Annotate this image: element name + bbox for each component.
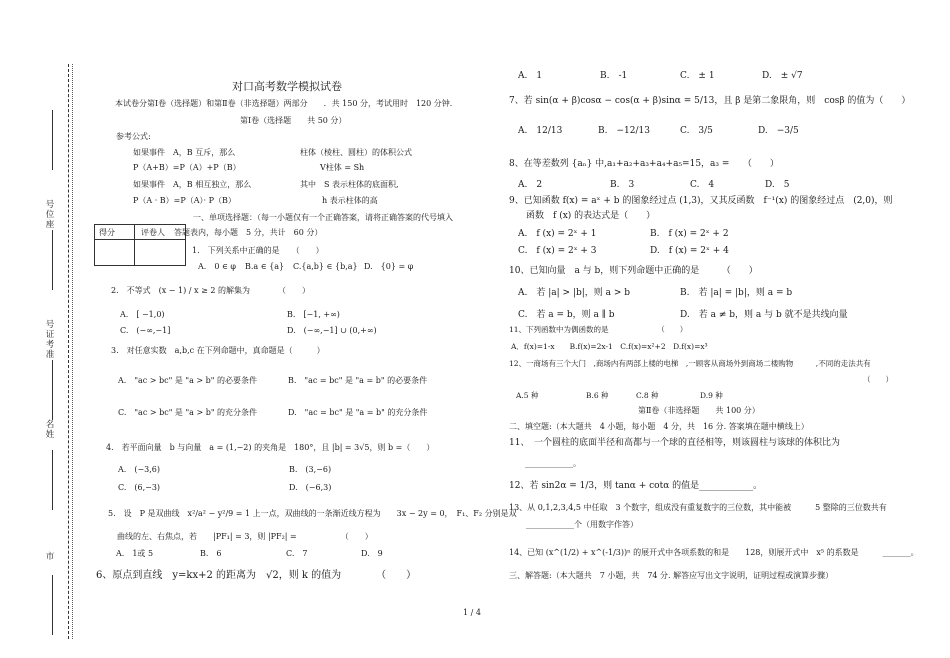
q3-option-a: A. "ac > bc" 是 "a > b" 的必要条件 <box>118 376 257 385</box>
q8-option-b: B. 3 <box>610 180 635 190</box>
q1-option-c: C.{a,b} ∈ {b,a} <box>293 262 358 271</box>
formula-right: V柱体 = Sh <box>320 163 365 172</box>
fill-question-11: 11、 一个圆柱的底面半径和高都与一个球的直径相等，则该圆柱与该球的体积比为 <box>509 438 840 448</box>
question-5: 5. 设 P 是双曲线 x²/a² − y²/9 = 1 上一点，双曲线的一条渐近线方程为 3x − 2y = 0， F₁、F₂ 分别是双 <box>108 509 517 518</box>
q4-option-a: A. (−3,6) <box>118 465 160 474</box>
question-7: 7、若 sin(α + β)cosα − cos(α + β)sinα = 5/13，且 β 是第二象限角，则 cosβ 的值为（ ） <box>509 96 911 106</box>
score-label: 得分 <box>99 228 115 237</box>
q6-option-c: C. ± 1 <box>680 71 715 81</box>
part2-heading: 第Ⅱ卷（非选择题 共 100 分） <box>638 406 760 415</box>
formula-right: 其中 S 表示柱体的底面积, <box>300 180 399 189</box>
question-5-line2: 曲线的左、右焦点，若 |PF₁| = 3，则 |PF₂| = （ ） <box>117 532 373 541</box>
intro-text: 本试卷分第Ⅰ卷（选择题）和第Ⅱ卷（非选择题）两部分 ．共 150 分，考试用时 120 分钟． <box>115 99 458 108</box>
q4-option-c: C. (6,−3) <box>118 483 161 492</box>
q4-option-b: B. (3,−6) <box>289 465 332 474</box>
q10-option-c: C. 若 a = b，则 a ∥ b <box>518 310 615 320</box>
fill-question-13: 13、从 0,1,2,3,4,5 中任取 3 个数字，组成没有重复数字的三位数，其中能被 5 整除的三位数共有 <box>509 503 887 512</box>
binding-label-name: 名姓 <box>45 420 55 440</box>
binding-tick <box>52 110 53 170</box>
q7-option-d: D. −3/5 <box>758 126 799 136</box>
question-8: 8、在等差数列 {aₙ} 中,a₁+a₂+a₃+a₄+a₅=15，a₃ = （ ） <box>509 159 779 169</box>
q7-option-a: A. 12/13 <box>518 126 563 136</box>
question-9: 9、已知函数 f(x) = aˣ + b 的图象经过点 (1,3)，又其反函数 f⁻¹(x) 的图象经过点 (2,0)，则 <box>509 196 893 206</box>
fill-question-12: 12、若 sin2α = 1/3，则 tanα + cotα 的值是____________。 <box>509 481 763 491</box>
q12-option-a: A.5 种 <box>516 391 539 400</box>
fill-heading: 二、填空题:（本大题共 4 小题，每小题 4 分，共 16 分. 答案填在题中横线上） <box>509 422 809 431</box>
binding-line <box>68 64 69 639</box>
q10-option-b: B. 若 |a| = |b|，则 a = b <box>680 288 793 298</box>
question-10: 10、已知向量 a 与 b，则下列命题中正确的是 （ ） <box>509 266 758 276</box>
fill-question-14: 14、已知 (x^(1/2) + x^(-1/3))ⁿ 的展开式中各项系数的和是 128，则展开式中 x⁵ 的系数是 _______。 <box>509 548 919 557</box>
formula-line: 如果事件 A，B 互斥，那么 <box>133 148 236 157</box>
q3-option-b: B. "ac = bc" 是 "a = b" 的必要条件 <box>288 376 428 385</box>
q6-option-a: A. 1 <box>518 71 543 81</box>
question-4: 4. 若平面向量 b 与向量 a = (1,−2) 的夹角是 180°，且 |b| = 3√5，则 b =（ ） <box>106 443 435 452</box>
q9-option-c: C. f (x) = 2ˣ + 3 <box>518 246 597 256</box>
q2-option-a: A. [ −1,0) <box>120 310 165 319</box>
binding-line-dotted <box>72 64 73 639</box>
question-2: 2. 不等式 (x − 1) / x ≥ 2 的解集为 （ ） <box>111 286 310 295</box>
page-title: 对口高考数学模拟试卷 <box>232 80 342 93</box>
fill-11-blank: ____________。 <box>525 459 581 468</box>
question-11: 11、下列函数中为偶函数的是 （ ） <box>509 325 688 334</box>
q4-option-d: D. (−6,3) <box>289 483 332 492</box>
formulas-title: 参考公式: <box>116 132 151 141</box>
section1-heading: 一、单项选择题：（每一小题仅有一个正确答案，请将正确答案的代号填入 <box>193 213 453 222</box>
question-12: 12、一商场有三个大门 ,商场内有两部上楼的电梯 ,一顾客从商场外到商场二楼购物 ,不同的走法共有 <box>509 359 871 368</box>
q9-option-b: B. f (x) = 2ˣ + 2 <box>650 229 729 239</box>
q7-option-c: C. 3/5 <box>680 126 713 136</box>
question-9-line2: 函数 f (x) 的表达式是（ ） <box>526 211 656 221</box>
binding-tick <box>52 230 53 290</box>
formula-right: h 表示柱体的高 <box>322 196 378 205</box>
q10-option-a: A. 若 |a| > |b|，则 a > b <box>518 288 630 298</box>
formula-line: P（A · B）=P（A）· P（B） <box>133 196 236 205</box>
q6-option-b: B. -1 <box>600 71 628 81</box>
fill-question-13-line2: ____________个（用数字作答） <box>526 520 638 529</box>
q5-option-c: C. 7 <box>286 549 308 558</box>
q9-option-d: D. f (x) = 2ˣ + 4 <box>650 246 729 256</box>
q11-options: A．f(x)=1-x B.f(x)=2x-1 C.f(x)=x²+2 D.f(x)=x³ <box>511 342 708 351</box>
binding-tick <box>52 450 53 510</box>
page-number: 1 / 4 <box>463 608 481 617</box>
q12-option-b: B.6 种 <box>586 391 609 400</box>
q3-option-d: D. "ac = bc" 是 "a = b" 的充分条件 <box>288 408 428 417</box>
formula-line: P（A+B）=P（A）+P（B） <box>133 163 241 172</box>
grader-label: 评卷人 <box>141 228 165 237</box>
solve-heading: 三、解答题:（本大题共 7 小题，共 74 分. 解答应写出文字说明，证明过程或演算步骤） <box>509 571 834 580</box>
q12-option-d: D.9 种 <box>700 391 723 400</box>
q1-option-d: D. {0} = φ <box>364 262 414 271</box>
q2-option-c: C. (−∞,−1] <box>120 326 171 335</box>
section1-heading-2: 答题表内，每小题 5 分，共计 60 分） <box>174 228 323 237</box>
q8-option-a: A. 2 <box>518 180 543 190</box>
binding-tick <box>52 360 53 420</box>
q3-option-c: C. "ac > bc" 是 "a > b" 的充分条件 <box>118 408 258 417</box>
formula-right: 柱体（棱柱、圆柱）的体积公式 <box>300 148 412 157</box>
binding-tick <box>52 575 53 635</box>
q1-option-b: B.a ∈ {a} <box>245 262 285 271</box>
q6-option-d: D. ± √7 <box>762 71 803 81</box>
q7-option-b: B. −12/13 <box>598 126 650 136</box>
q9-option-a: A. f (x) = 2ˣ + 1 <box>518 229 597 239</box>
q10-option-d: D. 若 a ≠ b，则 a 与 b 就不是共线向量 <box>680 310 848 320</box>
q8-option-d: D. 5 <box>765 180 790 190</box>
binding-label-seat: 号位座 <box>45 200 55 230</box>
q12-paren: （ ） <box>863 375 893 384</box>
q5-option-a: A. 1或 5 <box>116 549 154 558</box>
q8-option-c: C. 4 <box>690 180 715 190</box>
q2-option-d: D. (−∞,−1] ∪ (0,+∞) <box>287 326 377 335</box>
q12-option-c: C.8 种 <box>636 391 659 400</box>
q5-option-b: B. 6 <box>200 549 222 558</box>
question-6: 6、原点到直线 y=kx+2 的距离为 √2，则 k 的值为 （ ） <box>96 570 417 581</box>
question-1: 1. 下列关系中正确的是 （ ） <box>192 246 324 255</box>
part1-heading: 第Ⅰ卷（选择题 共 50 分） <box>240 116 347 125</box>
question-3: 3. 对任意实数 a,b,c 在下列命题中，真命题是（ ） <box>111 346 325 355</box>
score-box <box>94 224 186 266</box>
q1-option-a: A. 0 ∈ φ <box>198 262 237 271</box>
formula-line: 如果事件 A，B 相互独立，那么 <box>133 180 252 189</box>
binding-label-examid: 号证考准 <box>45 320 55 360</box>
binding-label-city: 市 <box>45 552 55 562</box>
q5-option-d: D. 9 <box>361 549 383 558</box>
q2-option-b: B. [−1, +∞) <box>287 310 340 319</box>
